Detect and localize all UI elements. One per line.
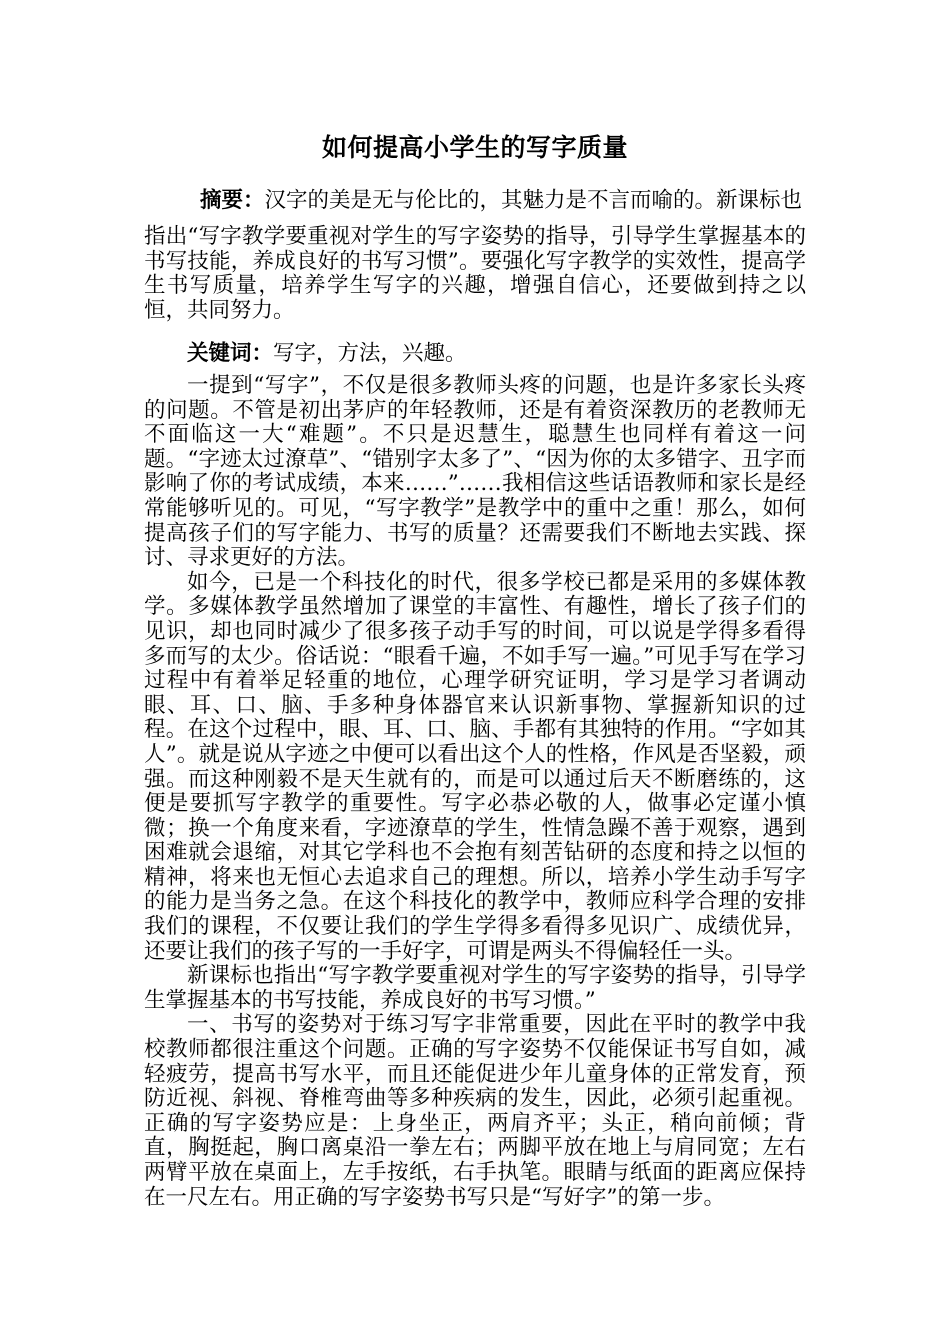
abstract-text: 指出“写字教学要重视对学生的写字姿势的指导，引导学生掌握基本的书写技能，养成良好的书写习惯”。要强化写字教学的实效性，提高学生书写质量，培养学生写字的兴趣，增强自信心，还要做到持之以恒，共同努力。 <box>144 224 806 323</box>
paragraph-2: 如今，已是一个科技化的时代，很多学校已都是采用的多媒体教学。多媒体教学虽然增加了课堂的丰富性、有趣性，增长了孩子们的见识，却也同时减少了很多孩子动手写的时间，可以说是学得多看得多而写的太少。俗话说：“眼看千遍，不如手写一遍。”可见手写在学习过程中有着举足轻重的地位，心理学研究证明，学习是学习者调动眼、耳、口、脑、手多种身体器官来认识新事物、掌握新知识的过程。在这个过程中，眼、耳、口、脑、手都有其独特的作用。“字如其人”。就是说从字迹之中便可以看出这个人的性格，作风是否坚毅，顽强。而这种刚毅不是天生就有的，而是可以通过后天不断磨练的，这便是要抓写字教学的重要性。写字必恭必敬的人，做事必定谨小慎微；换一个角度来看，字迹潦草的学生，性情急躁不善于观察，遇到困难就会退缩，对其它学科也不会抱有刻苦钻研的态度和持之以恒的精神，将来也无恒心去追求自己的理想。所以，培养小学生动手写字的能力是当务之急。在这个科技化的教学中，教师应科学合理的安排我们的课程，不仅要让我们的学生学得多看得多见识广、成绩优异，还要让我们的孩子写的一手好字，可谓是两头不得偏轻任一头。 <box>144 569 806 964</box>
document-title: 如何提高小学生的写字质量 <box>321 133 628 162</box>
abstract-section <box>144 186 806 323</box>
keywords-text: 写字，方法，兴趣。 <box>273 341 467 366</box>
abstract-first-line <box>144 186 806 216</box>
abstract-first-text: 汉字的美是无与伦比的，其魅力是不言而喻的。新课标也 <box>264 188 803 213</box>
keywords-section <box>144 340 806 368</box>
paragraph-4: 一、书写的姿势对于练习写字非常重要，因此在平时的教学中我校教师都很注重这个问题。正确的写字姿势不仅能保证书写自如，减轻疲劳，提高书写水平，而且还能促进少年儿童身体的正常发育，预防近视、斜视、脊椎弯曲等多种疾病的发生，因此，必须引起重视。 正确的写字姿势应是：上身坐正，两肩齐平；头正，稍向前倾；背直，胸挺起，胸口离桌沿一拳左右；两脚平放在地上与肩同宽；左右两臂平放在桌面上，左手按纸，右手执笔。眼睛与纸面的距离应保持在一尺左右。用正确的写字姿势书写只是“写好字”的第一步。 <box>144 1012 806 1210</box>
abstract-label: 摘要： <box>200 188 265 213</box>
keywords-label: 关键词： <box>187 341 274 366</box>
main-body <box>144 374 806 1210</box>
paragraph-1: 一提到“写字”，不仅是很多教师头疼的问题，也是许多家长头疼的问题。不管是初出茅庐的年轻教师，还是有着资深教历的老教师无不面临这一大“难题”。不只是迟慧生，聪慧生也同样有着这一问题。“字迹太过潦草”、“错别字太多了”、“因为你的太多错字、丑字而影响了你的考试成绩，本来……”……我相信这些话语教师和家长是经常能够听见的。可见，“写字教学”是教学中的重中之重！那么，如何提高孩子们的写字能力、书写的质量？还需要我们不断地去实践、探讨、寻求更好的方法。 <box>144 373 806 571</box>
paragraph-3: 新课标也指出“写字教学要重视对学生的写字姿势的指导，引导学生掌握基本的书写技能，养成良好的书写习惯。” <box>144 963 806 1013</box>
